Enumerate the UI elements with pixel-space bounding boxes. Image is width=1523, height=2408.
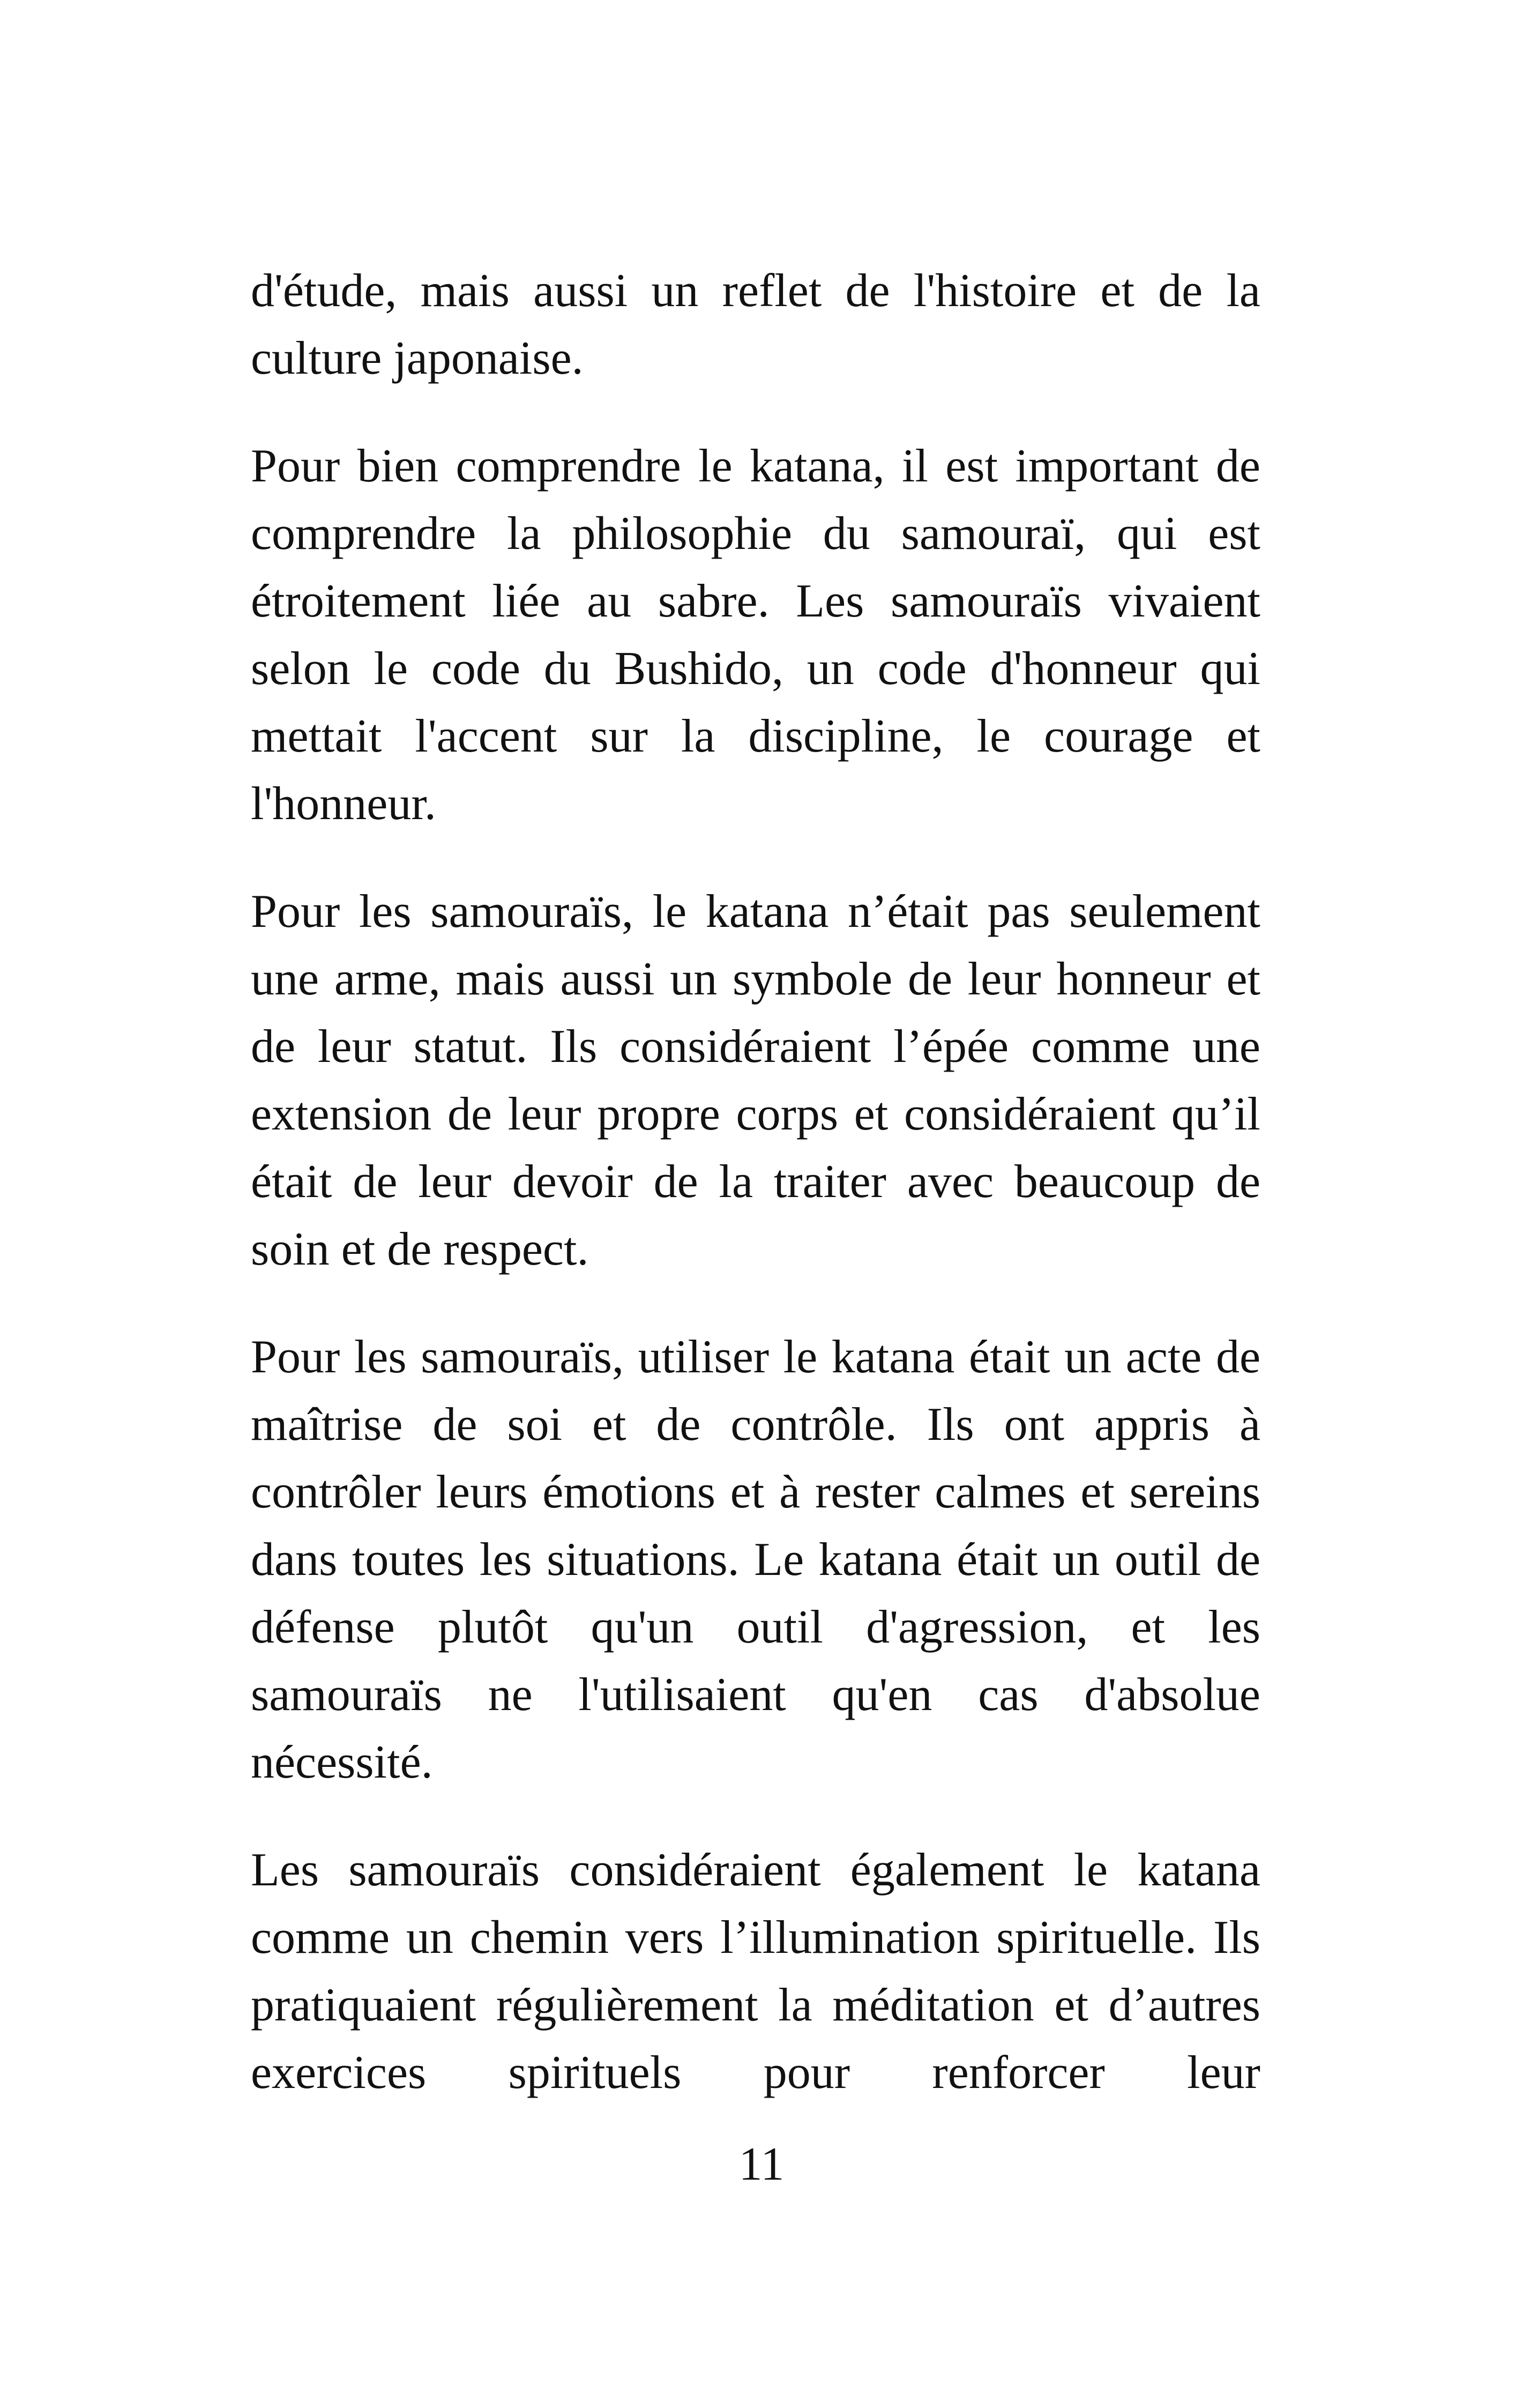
paragraph-2: Pour bien comprendre le katana, il est important de comprendre la philosophie du samouraï, qui est étroitement liée au sabre. Les samouraïs vivaient selon le code du Bushido, un code d'honneur qui mettait l'accent sur la discipline, le courage et l'honneur. <box>251 440 1260 830</box>
page-number: 11 <box>738 2138 785 2190</box>
body-text <box>251 257 1260 2107</box>
paragraph-1: d'étude, mais aussi un reflet de l'histoire et de la culture japonaise. <box>251 265 1260 384</box>
paragraph-3: Pour les samouraïs, le katana n’était pas seulement une arme, mais aussi un symbole de leur honneur et de leur statut. Ils considéraient l’épée comme une extension de leur propre corps et considéraient qu’il était de leur devoir de la traiter avec beaucoup de soin et de respect. <box>251 886 1260 1275</box>
paragraph-5: Les samouraïs considéraient également le katana comme un chemin vers l’illumination spirituelle. Ils pratiquaient régulièrement la méditation et d’autres exercices spirituels pour renforcer leur <box>251 1844 1260 2099</box>
paragraph-4: Pour les samouraïs, utiliser le katana était un acte de maîtrise de soi et de contrôle. Ils ont appris à contrôler leurs émotions et à rester calmes et sereins dans toutes les situations. Le katana était un outil de défense plutôt qu'un outil d'agression, et les samouraïs ne l'utilisaient qu'en cas d'absolue nécessité. <box>251 1331 1260 1788</box>
